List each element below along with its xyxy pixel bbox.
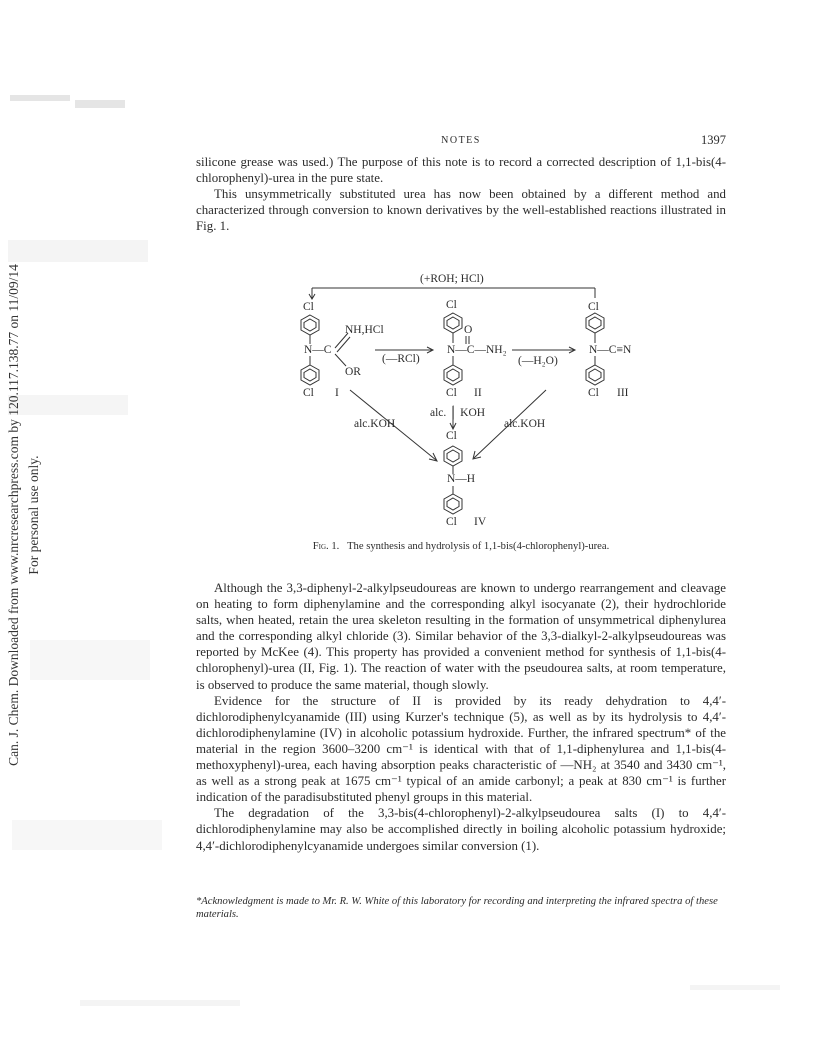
page-header — [196, 133, 726, 149]
chlorine-label: Cl — [303, 301, 314, 313]
watermark-line-1: Can. J. Chem. Downloaded from www.nrcresearchpress.com by 120.117.138.77 on 11/09/14 — [6, 264, 21, 766]
arrow-condition-label: alc.KOH — [504, 418, 546, 430]
download-watermark — [4, 255, 48, 775]
watermark-line-2: For personal use only. — [26, 455, 41, 575]
paragraph: Although the 3,3-diphenyl-2-alkylpseudoureas are known to undergo rearrangement and cleavage on heating to form diphenylamine and the corresponding alkyl isocyanate (2), their hydrochloride salts, when heated, retain the urea skeleton resulting in the formation of unsymmetrical diphenylurea and the corresponding alkyl chloride (3). Similar behavior of the 3,3-dialkyl-2-alkylpseudoureas was reported by McKee (4). This property has provided a convenient method for synthesis of 1,1-bis(4-chlorophenyl)-urea (II, Fig. 1). The reaction of water with the pseudourea salts, at room temperature, is observed to produce the same material, though slowly. — [196, 581, 726, 692]
bond-label: N—H — [447, 473, 476, 485]
chlorine-label: Cl — [303, 387, 314, 399]
compound-label-III: III — [617, 387, 629, 399]
oxygen-label: O — [464, 324, 473, 336]
paragraph: This unsymmetrically substituted urea has now been obtained by a different method and characterized through conversion to known derivatives by the well-established reactions illustrated in Fig. 1. — [196, 187, 726, 234]
substituent-label: OR — [345, 366, 361, 378]
arrow-condition-label: alc.KOH — [354, 418, 396, 430]
arrow-condition-label: (—H₂O) — [518, 355, 558, 367]
compound-label-I: I — [335, 387, 339, 399]
figure-number: Fig. 1. — [312, 541, 340, 552]
compound-label-II: II — [474, 387, 482, 399]
bond-label: N—C—NH₂ — [447, 344, 507, 356]
substituent-label: NH,HCl — [345, 324, 384, 336]
arrow-condition-label: alc. │ KOH — [430, 407, 486, 419]
chlorine-label: Cl — [446, 299, 457, 311]
running-head: NOTES — [441, 135, 481, 146]
paragraph: silicone grease was used.) The purpose of this note is to record a corrected description of 1,1-bis(4-chlorophenyl)-urea in the pure state. — [196, 155, 726, 186]
caption-text: The synthesis and hydrolysis of 1,1-bis(4-chlorophenyl)-urea. — [347, 541, 610, 552]
chlorine-label: Cl — [446, 387, 457, 399]
paragraph: Evidence for the structure of II is provided by its ready dehydration to 4,4′-dichlorodiphenylcyanamide (III) using Kurzer's technique (5), as well as by its hydrolysis to 4,4′-dichlorodiphenylamine (IV) in alcoholic potassium hydroxide. Further, the infrared spectrum* of the material in the region 3600–3200 cm⁻¹ is identical with that of 1,1-diphenylurea and 1,1-bis(4-methoxyphenyl)-urea, each having absorption peaks characteristic of —NH₂ at 3540 and 3430 cm⁻¹, as well as a strong peak at 1675 cm⁻¹ typical of an amide carbonyl; a peak at 830 cm⁻¹ is further indication of the paradisubstituted phenyl groups in this material. — [196, 693, 726, 805]
body-text-top — [196, 154, 726, 234]
chlorine-label: Cl — [446, 430, 457, 442]
page-number: 1397 — [701, 133, 726, 147]
reaction-scheme-figure — [290, 268, 670, 530]
body-text-bottom — [196, 580, 726, 854]
paragraph: The degradation of the 3,3-bis(4-chlorophenyl)-2-alkylpseudourea salts (I) to 4,4′-dichlorodiphenylamine may also be accomplished directly in boiling alcoholic potassium hydroxide; 4,4′-dichlorodiphenylcyanamide undergoes similar conversion (1). — [196, 806, 726, 853]
chlorine-label: Cl — [588, 387, 599, 399]
chlorine-label: Cl — [446, 516, 457, 528]
reaction-condition-label: (+ROH; HCl) — [420, 273, 484, 285]
chlorine-label: Cl — [588, 301, 599, 313]
bond-label: N—C — [304, 344, 332, 356]
bond-label: N—C≡N — [589, 344, 632, 356]
compound-label-IV: IV — [474, 516, 487, 528]
arrow-condition-label: (—RCl) — [382, 353, 420, 365]
footnote: *Acknowledgment is made to Mr. R. W. White of this laboratory for recording and interpreting the infrared spectra of these materials. — [196, 896, 718, 920]
figure-caption — [196, 541, 726, 552]
